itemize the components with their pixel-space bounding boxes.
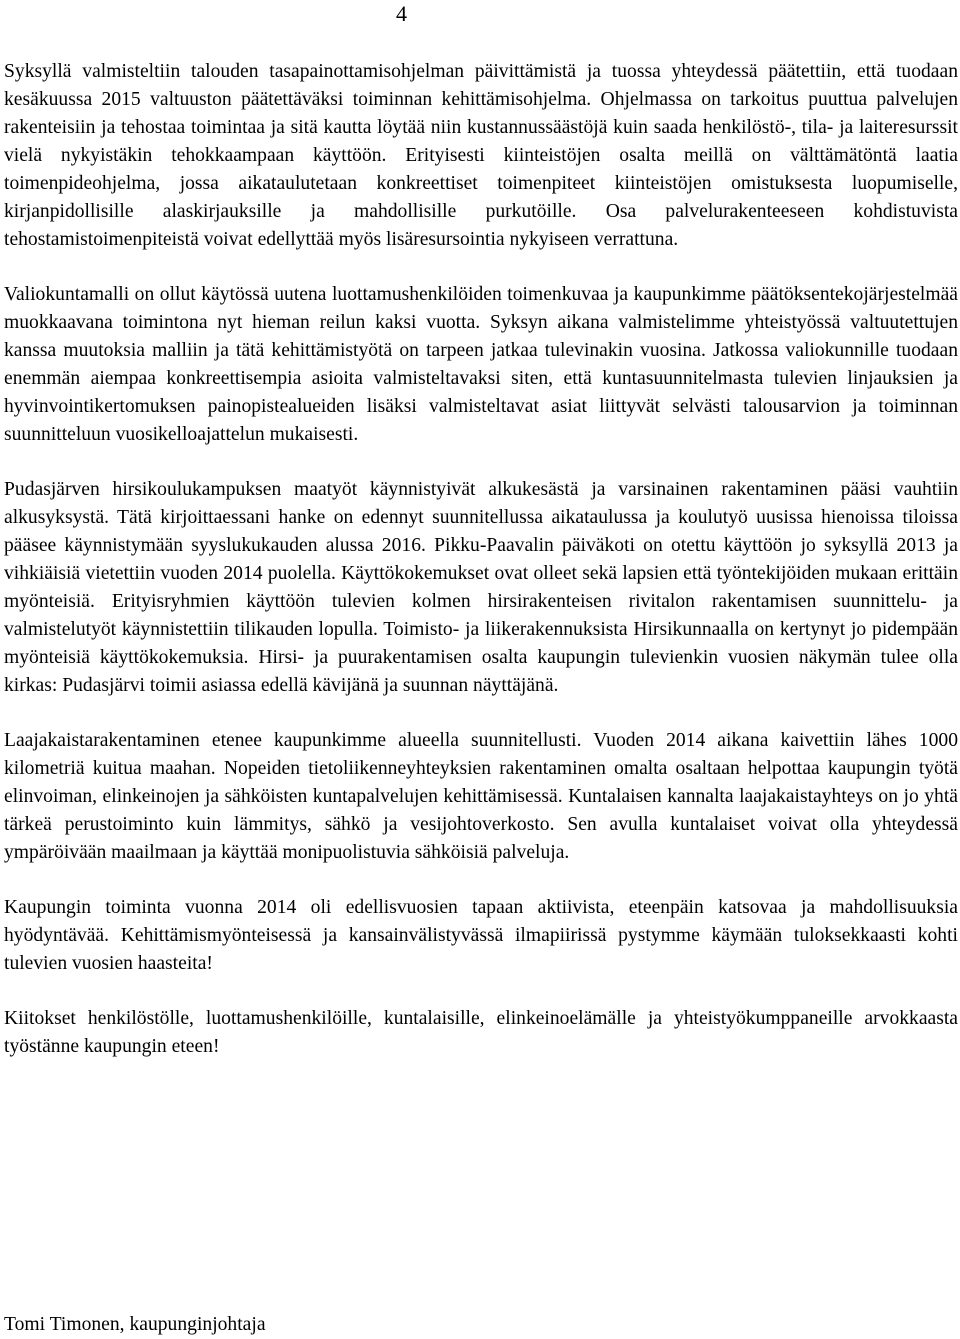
- page-number: 4: [396, 1, 407, 26]
- paragraph-program-update: Syksyllä valmisteltiin talouden tasapainottamisohjelman päivittämistä ja tuossa yhteydessä päätettiin, että tuodaan kesäkuussa 2015 valtuuston päätettäväksi toiminnan kehittämisohjelma. Ohjelmassa on tarkoitus puuttua palvelujen rakenteisiin ja tehostaa toimintaa ja sitä kautta löytää niin kustannussäästöjä kuin saada henkilöstö-, tila- ja laiteresurssit vielä nykyistäkin tehokkaampaan käyttöön. Erityisesti kiinteistöjen osalta meillä on välttämätöntä laatia toimenpideohjelma, jossa aikataulutetaan konkreettiset toimenpiteet kiinteistöjen omistuksesta luopumiselle, kirjanpidollisille alaskirjauksille ja mahdollisille purkutöille. Osa palvelurakenteeseen kohdistuvista tehostamistoimenpiteistä voivat edellyttää myös lisäresursointia nykyiseen verrattuna.: [4, 61, 958, 250]
- paragraph-thanks: Kiitokset henkilöstölle, luottamushenkilöille, kuntalaisille, elinkeinoelämälle ja yhteistyökumppaneille arvokkaasta työstänne kaupungin eteen!: [4, 1008, 958, 1057]
- paragraph-broadband: Laajakaistarakentaminen etenee kaupunkimme alueella suunnitellusti. Vuoden 2014 aikana kaivettiin lähes 1000 kilometriä kuitua maahan. Nopeiden tietoliikenneyhteyksien rakentaminen omalta osaltaan helpottaa kaupungin työtä elinvoiman, elinkeinojen ja sähköisten kuntapalvelujen kehittämisessä. Kuntalaisen kannalta laajakaistayhteys on jo yhtä tärkeä perustoiminto kuin lämmitys, sähkö ja vesijohtoverkosto. Sen avulla kuntalaiset voivat olla yhteydessä ympäröivään maailmaan ja käyttää monipuolistuvia sähköisiä palveluja.: [4, 730, 958, 863]
- document-body: [4, 58, 958, 1061]
- paragraph-committee-model: Valiokuntamalli on ollut käytössä uutena luottamushenkilöiden toimenkuvaa ja kaupunkimme päätöksentekojärjestelmää muokkaavana toimintona nyt hieman reilun kaksi vuotta. Syksyn aikana valmistelimme yhteistyössä valtuutettujen kanssa muutoksia malliin ja tätä kehittämistyötä on tarpeen jatkaa tulevinakin vuosina. Jatkossa valiokunnille tuodaan enemmän aiempaa konkreettisempia asioita valmisteltavaksi siten, että kuntasuunnitelmasta tulevien linjauksien ja hyvinvointikertomuksen painopistealueiden lisäksi valmisteltavat asiat liittyvät selvästi talousarvion ja toiminnan suunnitteluun vuosikelloajattelun mukaisesti.: [4, 284, 958, 445]
- paragraph-year-summary: Kaupungin toiminta vuonna 2014 oli edellisvuosien tapaan aktiivista, eteenpäin katsovaa ja mahdollisuuksia hyödyntävää. Kehittämismyönteisessä ja kansainvälistyvässä ilmapiirissä pystymme käymään tuloksekkaasti kohti tulevien vuosien haasteita!: [4, 897, 958, 974]
- paragraph-log-school-campus: Pudasjärven hirsikoulukampuksen maatyöt käynnistyivät alkukesästä ja varsinainen rakentaminen pääsi vauhtiin alkusyksystä. Tätä kirjoittaessani hanke on edennyt suunnitellussa aikataulussa ja koulutyö uusissa hienoissa tiloissa pääsee käynnistymään syyslukukauden alussa 2016. Pikku-Paavalin päiväkoti on otettu käyttöön jo syksyllä 2013 ja vihkiäisiä vietettiin vuoden 2014 puolella. Käyttökokemukset ovat olleet sekä lapsien että työntekijöiden mukaan erittäin myönteisiä. Erityisryhmien käyttöön tulevien kolmen hirsirakenteisen rivitalon rakentamisen suunnittelu- ja valmistelutyöt käynnistettiin tilikauden lopulla. Toimisto- ja liikerakennuksista Hirsikunnaalla on kertynyt jo pidempään myönteisiä käyttökokemuksia. Hirsi- ja puurakentamisen osalta kaupungin tulevienkin vuosien näkymän tulee olla kirkas: Pudasjärvi toimii asiassa edellä kävijänä ja suunnan näyttäjänä.: [4, 479, 958, 696]
- signature: Tomi Timonen, kaupunginjohtaja: [4, 1314, 266, 1335]
